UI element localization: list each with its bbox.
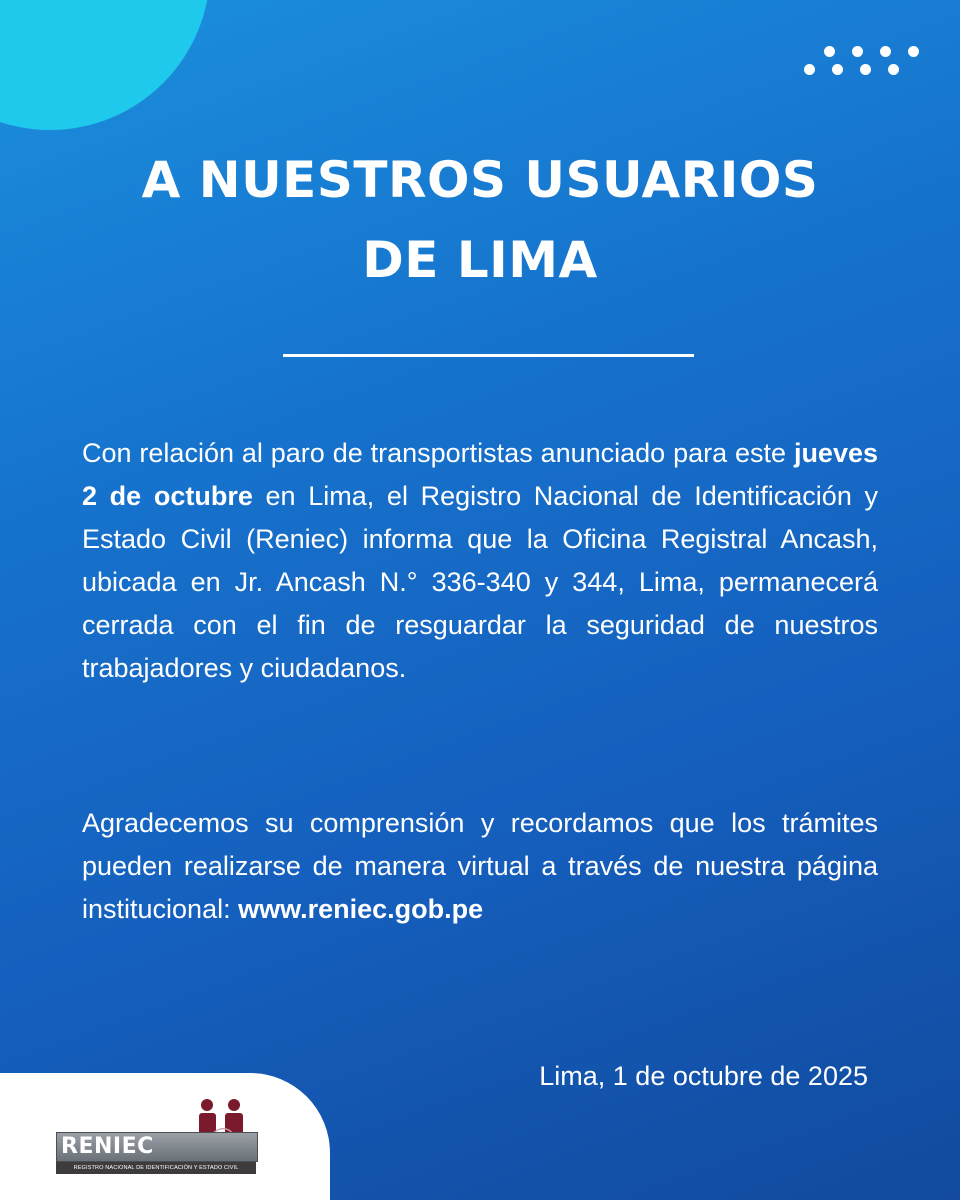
decorative-circle bbox=[0, 0, 210, 130]
dateline: Lima, 1 de octubre de 2025 bbox=[539, 1061, 868, 1091]
logo-subtitle: REGISTRO NACIONAL DE IDENTIFICACIÓN Y ESTADO CIVIL bbox=[56, 1162, 256, 1174]
title-divider bbox=[283, 354, 694, 357]
dots-pattern-icon bbox=[800, 44, 930, 84]
page-title bbox=[80, 140, 880, 300]
announcement-text-details: en Lima, el Registro Nacional de Identificación y Estado Civil (Reniec) informa que la Oficina Registral Ancash, ubicada en Jr. Ancash N.° 336-340 y 344, Lima, permanecerá cerrada con el fin de resguardar la seguridad de nuestros trabajadores y ciudadanos. bbox=[82, 481, 878, 683]
thanks-paragraph bbox=[82, 802, 878, 931]
logo-wordmark-box bbox=[56, 1132, 258, 1162]
announcement-date-highlight: jueves 2 de octubre bbox=[82, 438, 878, 511]
reniec-logo bbox=[56, 1098, 260, 1178]
thanks-text: Agradecemos su comprensión y recordamos que los trámites pueden realizarse de manera virtual a través de nuestra página institucional: bbox=[82, 808, 878, 924]
title-line-2: DE LIMA bbox=[362, 231, 598, 289]
announcement-text-intro: Con relación al paro de transportistas anunciado para este bbox=[82, 438, 794, 468]
title-line-1: A NUESTROS USUARIOS bbox=[141, 151, 819, 209]
logo-wordmark: RENIEC bbox=[61, 1134, 154, 1159]
announcement-paragraph bbox=[82, 432, 878, 690]
website-link[interactable]: www.reniec.gob.pe bbox=[238, 894, 484, 924]
